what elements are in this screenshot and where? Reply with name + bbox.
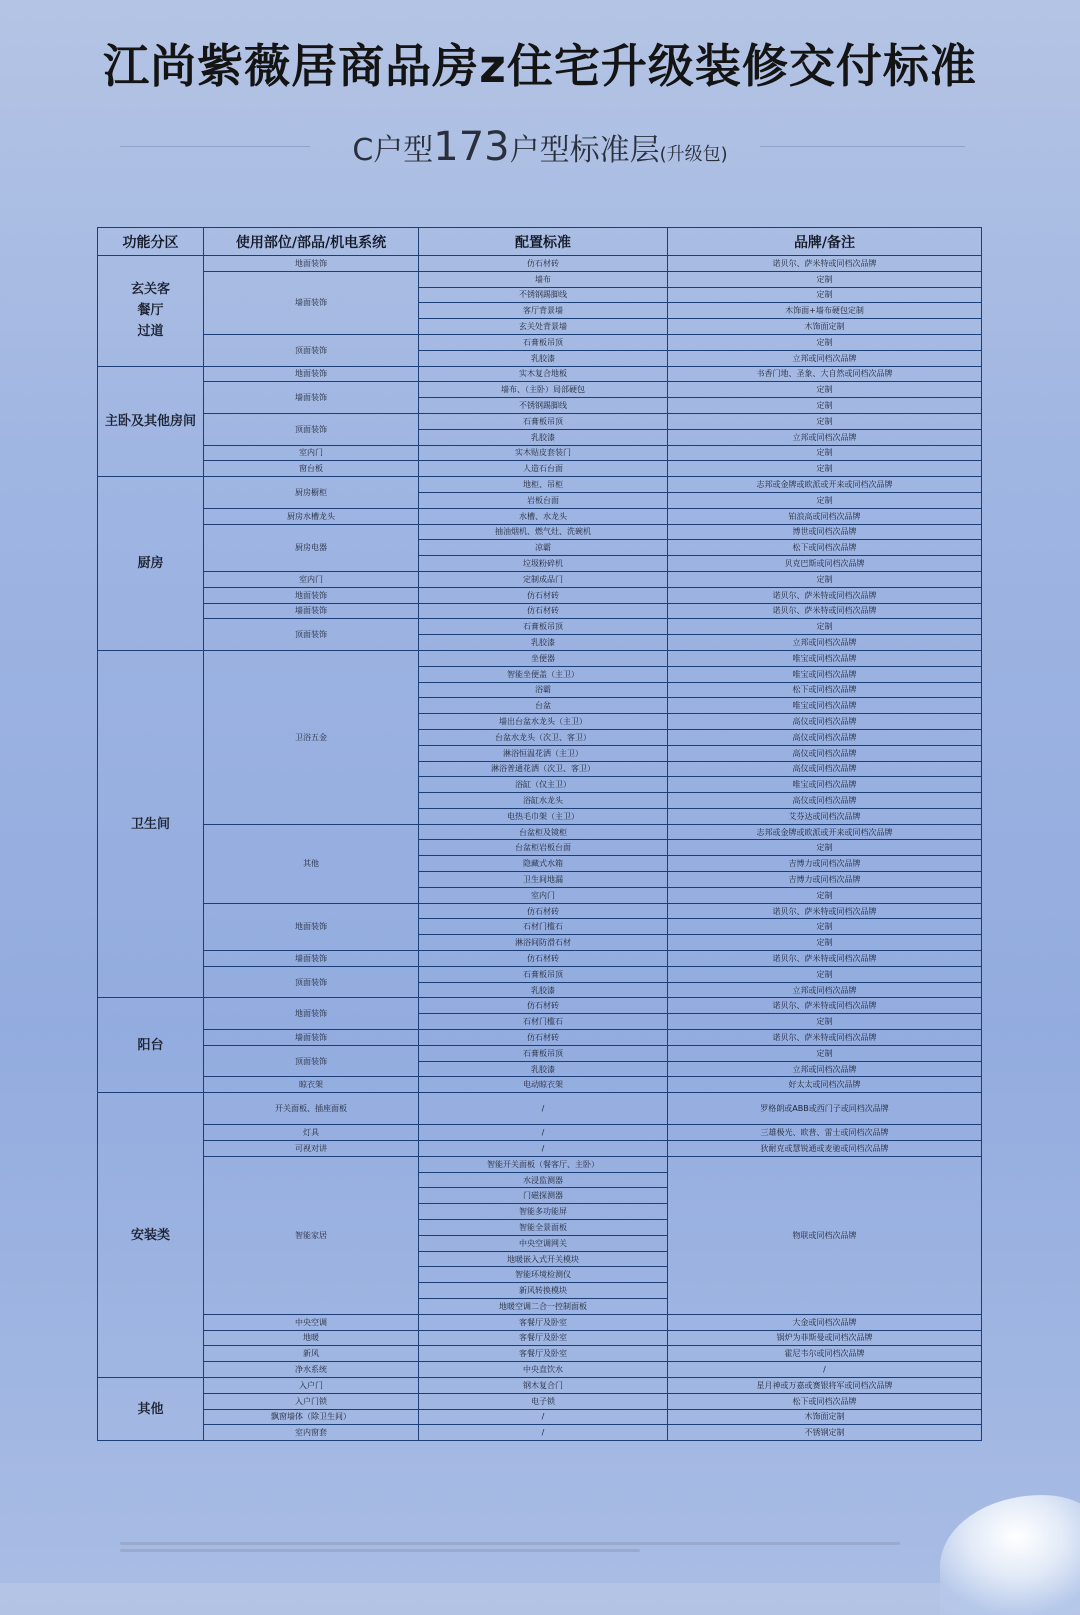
subtitle-note: (升级包) xyxy=(659,144,728,165)
zone-cell: 安装类 xyxy=(98,1093,204,1378)
standard-cell: 石膏板吊顶 xyxy=(419,413,668,429)
standard-cell: 坐便器 xyxy=(419,650,668,666)
standard-cell: 室内门 xyxy=(419,887,668,903)
brand-cell: 唯宝或同档次品牌 xyxy=(668,650,982,666)
zone-cell: 卫生间 xyxy=(98,650,204,998)
table-row xyxy=(98,1093,982,1125)
standard-cell: 客餐厅及卧室 xyxy=(419,1314,668,1330)
standard-cell: 人造石台面 xyxy=(419,461,668,477)
part-cell: 净水系统 xyxy=(204,1362,419,1378)
table-row xyxy=(98,824,982,840)
standard-cell: 实木贴皮套装门 xyxy=(419,445,668,461)
standard-cell: / xyxy=(419,1093,668,1125)
table-body xyxy=(98,256,982,1441)
brand-cell: 定制 xyxy=(668,461,982,477)
standard-cell: 水浸监测器 xyxy=(419,1172,668,1188)
standard-cell: 乳胶漆 xyxy=(419,429,668,445)
part-cell: 室内门 xyxy=(204,445,419,461)
standard-cell: 浴霸 xyxy=(419,682,668,698)
part-cell: 墙面装饰 xyxy=(204,603,419,619)
brand-cell: 吉博力或同档次品牌 xyxy=(668,872,982,888)
brand-cell: 定制 xyxy=(668,935,982,951)
standard-cell: / xyxy=(419,1125,668,1141)
brand-cell: 定制 xyxy=(668,919,982,935)
brand-cell: 定制 xyxy=(668,840,982,856)
brand-cell: 高仪或同档次品牌 xyxy=(668,793,982,809)
standard-cell: 台盆水龙头（次卫、客卫） xyxy=(419,729,668,745)
brand-cell: 物联或同档次品牌 xyxy=(668,1156,982,1314)
table-row xyxy=(98,508,982,524)
standard-cell: 不锈钢踢脚线 xyxy=(419,287,668,303)
part-cell: 晾衣架 xyxy=(204,1077,419,1093)
brand-cell: 定制 xyxy=(668,382,982,398)
standard-cell: 淋浴间防滑石材 xyxy=(419,935,668,951)
part-cell: 地面装饰 xyxy=(204,587,419,603)
part-cell: 顶面装饰 xyxy=(204,966,419,998)
standard-cell: 玄关处背景墙 xyxy=(419,319,668,335)
brand-cell: 大金或同档次品牌 xyxy=(668,1314,982,1330)
part-cell: 顶面装饰 xyxy=(204,619,419,651)
standard-cell: / xyxy=(419,1425,668,1441)
table-row xyxy=(98,1045,982,1061)
brand-cell: 高仪或同档次品牌 xyxy=(668,714,982,730)
brand-cell: 吉博力或同档次品牌 xyxy=(668,856,982,872)
brand-cell: 定制 xyxy=(668,413,982,429)
standard-cell: 客餐厅及卧室 xyxy=(419,1330,668,1346)
standard-cell: 隐藏式水箱 xyxy=(419,856,668,872)
brand-cell: 立邦或同档次品牌 xyxy=(668,635,982,651)
table-row xyxy=(98,1393,982,1409)
brand-cell: 诺贝尔、萨米特或同档次品牌 xyxy=(668,587,982,603)
standard-cell: 墙布 xyxy=(419,271,668,287)
part-cell: 灯具 xyxy=(204,1125,419,1141)
standard-cell: 乳胶漆 xyxy=(419,635,668,651)
brand-cell: 定制 xyxy=(668,966,982,982)
standard-cell: 石材门槛石 xyxy=(419,1014,668,1030)
brand-cell: / xyxy=(668,1362,982,1378)
standard-cell: 中央直饮水 xyxy=(419,1362,668,1378)
table-row xyxy=(98,1156,982,1172)
standard-cell: 卫生间地漏 xyxy=(419,872,668,888)
table-row xyxy=(98,1141,982,1157)
brand-cell: 立邦或同档次品牌 xyxy=(668,1061,982,1077)
table-row xyxy=(98,650,982,666)
standard-cell: 地柜、吊柜 xyxy=(419,477,668,493)
standard-cell: 乳胶漆 xyxy=(419,350,668,366)
table-row xyxy=(98,1409,982,1425)
standard-cell: 不锈钢踢脚线 xyxy=(419,398,668,414)
zone-cell: 厨房 xyxy=(98,477,204,651)
brand-cell: 好太太或同档次品牌 xyxy=(668,1077,982,1093)
part-cell: 墙面装饰 xyxy=(204,271,419,334)
brand-cell: 铂浪高或同档次品牌 xyxy=(668,508,982,524)
brand-cell: 狄耐克或慧锐通或麦驰或同档次品牌 xyxy=(668,1141,982,1157)
part-cell: 中央空调 xyxy=(204,1314,419,1330)
zone-cell: 主卧及其他房间 xyxy=(98,366,204,477)
part-cell: 顶面装饰 xyxy=(204,1045,419,1077)
brand-cell: 定制 xyxy=(668,1014,982,1030)
part-cell: 开关面板、插座面板 xyxy=(204,1093,419,1125)
table-row xyxy=(98,998,982,1014)
part-cell: 墙面装饰 xyxy=(204,951,419,967)
brand-cell: 诺贝尔、萨米特或同档次品牌 xyxy=(668,1030,982,1046)
brand-cell: 霍尼韦尔或同档次品牌 xyxy=(668,1346,982,1362)
brand-cell: 定制 xyxy=(668,887,982,903)
brand-cell: 艾芬达或同档次品牌 xyxy=(668,808,982,824)
standard-cell: 定制成品门 xyxy=(419,571,668,587)
table-row xyxy=(98,256,982,272)
brand-cell: 定制 xyxy=(668,334,982,350)
table-row xyxy=(98,1362,982,1378)
standard-cell: 乳胶漆 xyxy=(419,982,668,998)
standard-cell: 电热毛巾架（主卫） xyxy=(419,808,668,824)
part-cell: 智能家居 xyxy=(204,1156,419,1314)
part-cell: 室内窗套 xyxy=(204,1425,419,1441)
page-title: 江尚紫薇居商品房z住宅升级装修交付标准 xyxy=(103,39,977,93)
brand-cell: 立邦或同档次品牌 xyxy=(668,982,982,998)
table-row xyxy=(98,1125,982,1141)
table-header-row xyxy=(98,228,982,256)
standard-cell: 岩板台面 xyxy=(419,492,668,508)
brand-cell: 高仪或同档次品牌 xyxy=(668,761,982,777)
brand-cell: 诺贝尔、萨米特或同档次品牌 xyxy=(668,951,982,967)
standard-cell: 仿石材砖 xyxy=(419,951,668,967)
brand-cell: 诺贝尔、萨米特或同档次品牌 xyxy=(668,998,982,1014)
table-row xyxy=(98,366,982,382)
part-cell: 新风 xyxy=(204,1346,419,1362)
water-drop-decoration-icon xyxy=(940,1495,1080,1615)
standards-table-container xyxy=(97,227,981,1441)
table-row xyxy=(98,1346,982,1362)
brand-cell: 定制 xyxy=(668,398,982,414)
standard-cell: 凉霸 xyxy=(419,540,668,556)
brand-cell: 定制 xyxy=(668,619,982,635)
part-cell: 入户门锁 xyxy=(204,1393,419,1409)
standard-cell: 石膏板吊顶 xyxy=(419,1045,668,1061)
brand-cell: 定制 xyxy=(668,287,982,303)
table-row xyxy=(98,1314,982,1330)
standard-cell: 石膏板吊顶 xyxy=(419,334,668,350)
table-row xyxy=(98,461,982,477)
brand-cell: 唯宝或同档次品牌 xyxy=(668,698,982,714)
part-cell: 可视对讲 xyxy=(204,1141,419,1157)
subtitle-suffix: 户型标准层 xyxy=(509,133,660,168)
standard-cell: 墙出台盆水龙头（主卫） xyxy=(419,714,668,730)
part-cell: 墙面装饰 xyxy=(204,1030,419,1046)
brand-cell: 松下或同档次品牌 xyxy=(668,682,982,698)
standard-cell: 地暖空调二合一控制面板 xyxy=(419,1299,668,1315)
table-row xyxy=(98,951,982,967)
header-brand: 品牌/备注 xyxy=(668,228,982,256)
brand-cell: 立邦或同档次品牌 xyxy=(668,429,982,445)
brand-cell: 定制 xyxy=(668,1045,982,1061)
standard-cell: 客餐厅及卧室 xyxy=(419,1346,668,1362)
part-cell: 其他 xyxy=(204,824,419,903)
standard-cell: 地暖嵌入式开关模块 xyxy=(419,1251,668,1267)
standard-cell: 淋浴普通花洒（次卫、客卫） xyxy=(419,761,668,777)
brand-cell: 志邦或金牌或欧派或开来或同档次品牌 xyxy=(668,824,982,840)
part-cell: 地面装饰 xyxy=(204,903,419,950)
table-row xyxy=(98,966,982,982)
table-row xyxy=(98,271,982,287)
table-row xyxy=(98,1425,982,1441)
brand-cell: 定制 xyxy=(668,271,982,287)
table-row xyxy=(98,1030,982,1046)
standard-cell: 台盆柜及镜柜 xyxy=(419,824,668,840)
brand-cell: 贝克巴斯或同档次品牌 xyxy=(668,556,982,572)
brand-cell: 星月神或万嘉或赛银将军或同档次品牌 xyxy=(668,1377,982,1393)
table-row xyxy=(98,524,982,540)
part-cell: 厨房电器 xyxy=(204,524,419,571)
standard-cell: / xyxy=(419,1409,668,1425)
standards-table xyxy=(97,227,982,1441)
part-cell: 地面装饰 xyxy=(204,998,419,1030)
brand-cell: 唯宝或同档次品牌 xyxy=(668,666,982,682)
standard-cell: 台盆 xyxy=(419,698,668,714)
brand-cell: 唯宝或同档次品牌 xyxy=(668,777,982,793)
table-row xyxy=(98,587,982,603)
brand-cell: 立邦或同档次品牌 xyxy=(668,350,982,366)
standard-cell: 仿石材砖 xyxy=(419,903,668,919)
standard-cell: 墙布、（主卧）局部硬包 xyxy=(419,382,668,398)
table-row xyxy=(98,903,982,919)
part-cell: 窗台板 xyxy=(204,461,419,477)
subtitle-prefix: C户型 xyxy=(352,133,434,168)
standard-cell: 仿石材砖 xyxy=(419,998,668,1014)
part-cell: 地面装饰 xyxy=(204,256,419,272)
table-row xyxy=(98,477,982,493)
header-zone: 功能分区 xyxy=(98,228,204,256)
standard-cell: 石膏板吊顶 xyxy=(419,619,668,635)
brand-cell: 木饰面定制 xyxy=(668,1409,982,1425)
brand-cell: 博世或同档次品牌 xyxy=(668,524,982,540)
zone-cell: 其他 xyxy=(98,1377,204,1440)
standard-cell: 台盆柜岩板台面 xyxy=(419,840,668,856)
standard-cell: 仿石材砖 xyxy=(419,587,668,603)
brand-cell: 诺贝尔、萨米特或同档次品牌 xyxy=(668,603,982,619)
brand-cell: 高仪或同档次品牌 xyxy=(668,729,982,745)
fine-print-line xyxy=(120,1542,900,1545)
standard-cell: 仿石材砖 xyxy=(419,603,668,619)
standard-cell: 新风转换模块 xyxy=(419,1283,668,1299)
table-row xyxy=(98,603,982,619)
header-standard: 配置标准 xyxy=(419,228,668,256)
part-cell: 顶面装饰 xyxy=(204,413,419,445)
standard-cell: 智能坐便盖（主卫） xyxy=(419,666,668,682)
zone-cell: 阳台 xyxy=(98,998,204,1093)
brand-cell: 书香门地、圣象、大自然或同档次品牌 xyxy=(668,366,982,382)
fine-print-line xyxy=(120,1549,640,1552)
standard-cell: 垃圾粉碎机 xyxy=(419,556,668,572)
standard-cell: 仿石材砖 xyxy=(419,256,668,272)
brand-cell: 定制 xyxy=(668,492,982,508)
part-cell: 入户门 xyxy=(204,1377,419,1393)
brand-cell: 定制 xyxy=(668,571,982,587)
brand-cell: 不锈钢定制 xyxy=(668,1425,982,1441)
table-row xyxy=(98,1377,982,1393)
brand-cell: 木饰面定制 xyxy=(668,319,982,335)
standard-cell: 淋浴恒温花洒（主卫） xyxy=(419,745,668,761)
brand-cell: 志邦或金牌或欧派或开来或同档次品牌 xyxy=(668,477,982,493)
standard-cell: 电动晾衣架 xyxy=(419,1077,668,1093)
standard-cell: 钢木复合门 xyxy=(419,1377,668,1393)
subtitle-bar xyxy=(0,122,1080,172)
standard-cell: 抽油烟机、燃气灶、洗碗机 xyxy=(419,524,668,540)
standard-cell: 石膏板吊顶 xyxy=(419,966,668,982)
standard-cell: 门磁探测器 xyxy=(419,1188,668,1204)
brand-cell: 诺贝尔、萨米特或同档次品牌 xyxy=(668,256,982,272)
standard-cell: 乳胶漆 xyxy=(419,1061,668,1077)
table-row xyxy=(98,382,982,398)
brand-cell: 高仪或同档次品牌 xyxy=(668,745,982,761)
brand-cell: 松下或同档次品牌 xyxy=(668,540,982,556)
standard-cell: 仿石材砖 xyxy=(419,1030,668,1046)
brand-cell: 松下或同档次品牌 xyxy=(668,1393,982,1409)
standard-cell: 浴缸水龙头 xyxy=(419,793,668,809)
brand-cell: 锅炉为菲斯曼或同档次品牌 xyxy=(668,1330,982,1346)
brand-cell: 三雄极光、欧普、雷士或同档次品牌 xyxy=(668,1125,982,1141)
brand-cell: 木饰面+墙布硬包定制 xyxy=(668,303,982,319)
table-row xyxy=(98,571,982,587)
standard-cell: 电子锁 xyxy=(419,1393,668,1409)
standard-cell: 智能全景面板 xyxy=(419,1220,668,1236)
table-row xyxy=(98,334,982,350)
part-cell: 室内门 xyxy=(204,571,419,587)
subtitle-number: 173 xyxy=(433,124,510,170)
subtitle-divider-right xyxy=(760,146,965,147)
table-row xyxy=(98,619,982,635)
subtitle-divider-left xyxy=(120,146,310,147)
footer-fine-print xyxy=(120,1538,900,1552)
standard-cell: 客厅背景墙 xyxy=(419,303,668,319)
part-cell: 厨房橱柜 xyxy=(204,477,419,509)
part-cell: 墙面装饰 xyxy=(204,382,419,414)
table-row xyxy=(98,1330,982,1346)
part-cell: 飘窗墙体（除卫生间） xyxy=(204,1409,419,1425)
standard-cell: 智能开关面板（餐客厅、主卧） xyxy=(419,1156,668,1172)
standard-cell: 石材门槛石 xyxy=(419,919,668,935)
standard-cell: 实木复合地板 xyxy=(419,366,668,382)
brand-cell: 罗格朗或ABB或西门子或同档次品牌 xyxy=(668,1093,982,1125)
header-part: 使用部位/部品/机电系统 xyxy=(204,228,419,256)
table-row xyxy=(98,445,982,461)
part-cell: 顶面装饰 xyxy=(204,334,419,366)
part-cell: 卫浴五金 xyxy=(204,650,419,824)
standard-cell: 浴缸（仅主卫） xyxy=(419,777,668,793)
table-row xyxy=(98,1077,982,1093)
standard-cell: 智能多功能屏 xyxy=(419,1204,668,1220)
brand-cell: 定制 xyxy=(668,445,982,461)
standard-cell: / xyxy=(419,1141,668,1157)
standard-cell: 水槽、水龙头 xyxy=(419,508,668,524)
standard-cell: 智能环境检测仪 xyxy=(419,1267,668,1283)
part-cell: 厨房水槽龙头 xyxy=(204,508,419,524)
part-cell: 地暖 xyxy=(204,1330,419,1346)
brand-cell: 诺贝尔、萨米特或同档次品牌 xyxy=(668,903,982,919)
zone-cell: 玄关客 餐厅 过道 xyxy=(98,256,204,367)
part-cell: 地面装饰 xyxy=(204,366,419,382)
table-row xyxy=(98,413,982,429)
subtitle xyxy=(352,124,727,170)
standard-cell: 中央空调网关 xyxy=(419,1235,668,1251)
